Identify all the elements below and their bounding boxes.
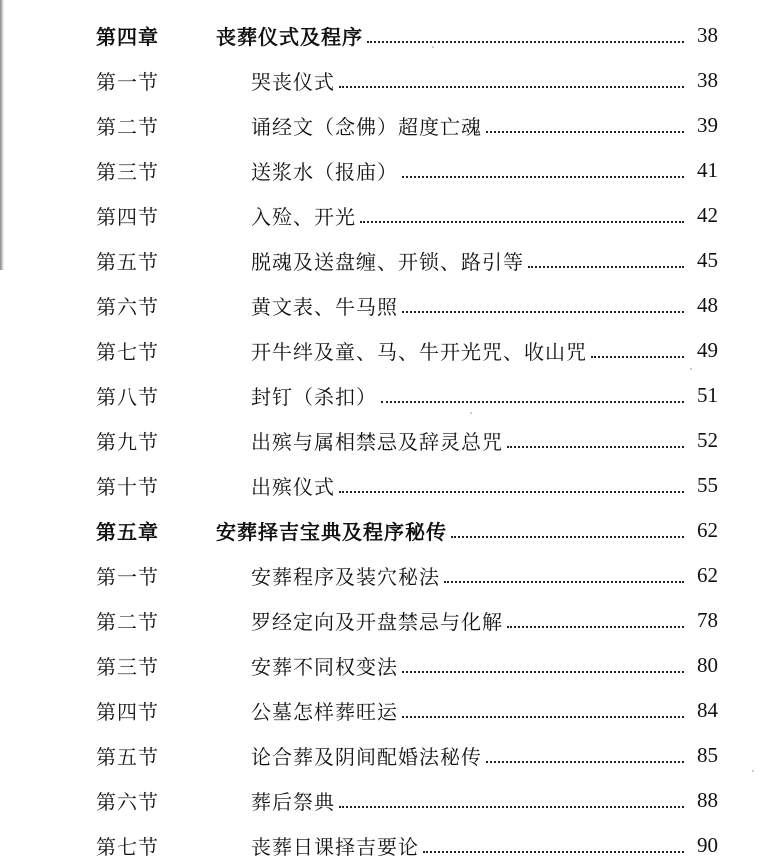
toc-title: 安葬不同权变法: [251, 655, 398, 679]
toc-label: 第二节: [96, 610, 159, 634]
toc-page-number: 85: [697, 743, 718, 767]
scan-speck: [470, 412, 472, 414]
toc-label: 第五节: [96, 250, 159, 274]
toc-title: 罗经定向及开盘禁忌与化解: [251, 610, 503, 634]
toc-title: 安葬择吉宝典及程序秘传: [216, 520, 447, 544]
toc-section-row: [96, 688, 718, 733]
toc-title: 黄文表、牛马照: [251, 295, 398, 319]
toc-title: 葬后祭典: [251, 790, 335, 814]
scan-speck: [432, 46, 434, 48]
toc-section-row: [96, 193, 718, 238]
scan-speck: [690, 368, 692, 370]
toc-title: 安葬程序及装穴秘法: [251, 565, 440, 589]
toc-label: 第十节: [96, 475, 159, 499]
toc-section-row: [96, 733, 718, 778]
toc-section-row: [96, 373, 718, 418]
toc-section-row: [96, 463, 718, 508]
toc-label: 第四节: [96, 205, 159, 229]
toc-title: 脱魂及送盘缠、开锁、路引等: [251, 250, 524, 274]
scan-speck: [752, 770, 754, 772]
page-binding-edge: [0, 0, 4, 270]
dot-leader: [507, 438, 684, 448]
toc-title: 哭丧仪式: [251, 70, 335, 94]
toc-label: 第四章: [96, 25, 159, 49]
toc-page-number: 42: [697, 203, 718, 227]
toc-title: 诵经文（念佛）超度亡魂: [251, 115, 482, 139]
toc-section-row: [96, 328, 718, 373]
toc-title: 封钉（杀扣）: [251, 385, 377, 409]
toc-page-number: 55: [697, 473, 718, 497]
toc-title: 出殡仪式: [251, 475, 335, 499]
toc-page-number: 62: [697, 518, 718, 542]
toc-section-row: [96, 778, 718, 823]
toc-label: 第八节: [96, 385, 159, 409]
toc-label: 第四节: [96, 700, 159, 724]
toc-page-number: 62: [697, 563, 718, 587]
dot-leader: [402, 303, 684, 313]
dot-leader: [339, 798, 684, 808]
toc-title: 开牛绊及童、马、牛开光咒、收山咒: [251, 340, 587, 364]
dot-leader: [381, 393, 684, 403]
dot-leader: [402, 708, 684, 718]
toc-section-row: [96, 418, 718, 463]
toc-label: 第六节: [96, 790, 159, 814]
toc-page-number: 51: [697, 383, 718, 407]
toc-title: 公墓怎样葬旺运: [251, 700, 398, 724]
dot-leader: [360, 213, 684, 223]
dot-leader: [339, 78, 684, 88]
dot-leader: [507, 618, 684, 628]
toc-label: 第九节: [96, 430, 159, 454]
toc-page-number: 90: [697, 833, 718, 857]
toc-section-row: [96, 643, 718, 688]
toc-chapter-row: [96, 13, 718, 58]
toc-page-number: 52: [697, 428, 718, 452]
toc-page-number: 41: [697, 158, 718, 182]
toc-page-number: 80: [697, 653, 718, 677]
toc-label: 第五章: [96, 520, 159, 544]
toc-label: 第七节: [96, 835, 159, 859]
toc-section-row: [96, 148, 718, 193]
toc-section-row: [96, 598, 718, 643]
dot-leader: [591, 348, 684, 358]
toc-title: 丧葬仪式及程序: [216, 25, 363, 49]
toc-page-number: 45: [697, 248, 718, 272]
toc-label: 第二节: [96, 115, 159, 139]
dot-leader: [367, 33, 684, 43]
table-of-contents: [96, 13, 718, 868]
toc-label: 第一节: [96, 565, 159, 589]
dot-leader: [402, 168, 684, 178]
toc-chapter-row: [96, 508, 718, 553]
dot-leader: [444, 573, 684, 583]
toc-section-row: [96, 58, 718, 103]
toc-section-row: [96, 238, 718, 283]
toc-label: 第五节: [96, 745, 159, 769]
toc-title: 论合葬及阴间配婚法秘传: [251, 745, 482, 769]
toc-title: 出殡与属相禁忌及辞灵总咒: [251, 430, 503, 454]
toc-page-number: 49: [697, 338, 718, 362]
toc-label: 第六节: [96, 295, 159, 319]
toc-page-number: 78: [697, 608, 718, 632]
toc-section-row: [96, 283, 718, 328]
toc-page-number: 38: [697, 23, 718, 47]
toc-label: 第一节: [96, 70, 159, 94]
dot-leader: [451, 528, 684, 538]
toc-page-number: 48: [697, 293, 718, 317]
dot-leader: [486, 123, 684, 133]
toc-label: 第七节: [96, 340, 159, 364]
toc-section-row: [96, 103, 718, 148]
toc-page-number: 84: [697, 698, 718, 722]
dot-leader: [486, 753, 684, 763]
toc-page-number: 38: [697, 68, 718, 92]
toc-label: 第三节: [96, 160, 159, 184]
dot-leader: [528, 258, 684, 268]
toc-title: 入殓、开光: [251, 205, 356, 229]
toc-page-number: 88: [697, 788, 718, 812]
dot-leader: [423, 843, 684, 853]
dot-leader: [402, 663, 684, 673]
toc-title: 送浆水（报庙）: [251, 160, 398, 184]
dot-leader: [339, 483, 684, 493]
toc-title: 丧葬日课择吉要论: [251, 835, 419, 859]
toc-section-row: [96, 553, 718, 598]
toc-page-number: 39: [697, 113, 718, 137]
toc-section-row: [96, 823, 718, 868]
toc-label: 第三节: [96, 655, 159, 679]
